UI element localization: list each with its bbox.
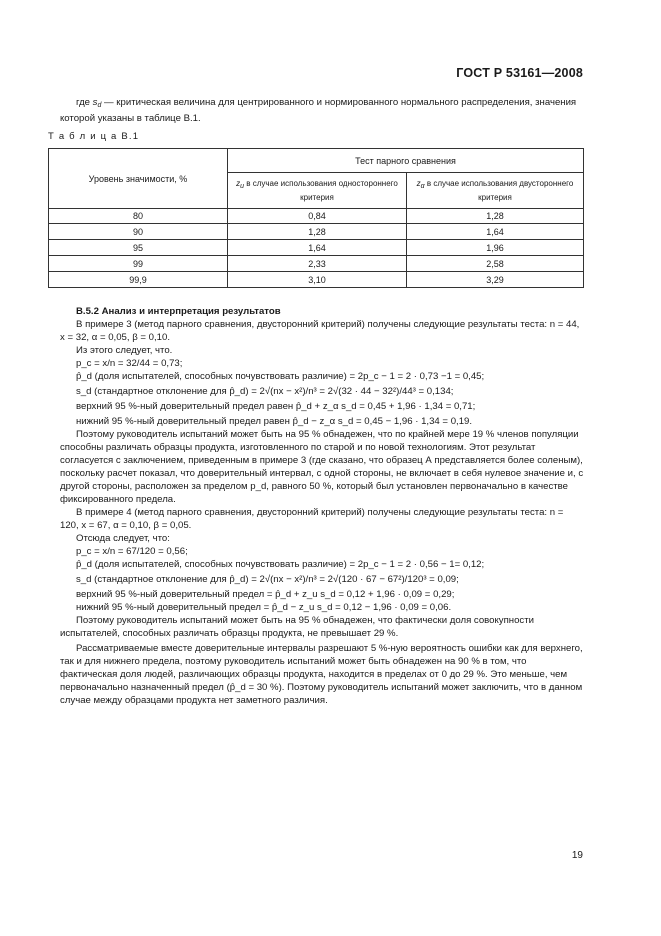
cell-two: 3,29 xyxy=(407,272,584,288)
header-group: Тест парного сравнения xyxy=(228,149,584,173)
ex4-conclusion: Поэтому руководитель испытаний может быть на 95 % обнадежен, что фактически доля совокупности испытателей, способных различать образцы продукта, не превышает 29 %. xyxy=(60,615,534,639)
cell-two: 2,58 xyxy=(407,256,584,272)
ex3-upper: верхний 95 %-ный доверительный предел равен p̂_d + z_α s_d = 0,45 + 1,96 · 1,34 = 0,71; xyxy=(76,401,476,412)
ex4-sd: s_d (стандартное отклонение для p̂_d) = 2√(nx − x²)/n³ = 2√(120 · 67 − 67²)/120³ = 0,09; xyxy=(76,574,459,585)
table-row xyxy=(49,256,584,272)
section-title: В.5.2 Анализ и интерпретация результатов xyxy=(76,306,281,317)
table-caption: Т а б л и ц а В.1 xyxy=(48,131,140,142)
ex4-lower: нижний 95 %-ный доверительный предел = p̂_d − z_u s_d = 0,12 − 1,96 · 0,09 = 0,06. xyxy=(76,602,452,613)
critical-values-table xyxy=(48,148,584,288)
ex4-intro: В примере 4 (метод парного сравнения, двусторонний критерий) получены следующие результаты теста: n = 120, x = 67, α = 0,10, β = 0,05. xyxy=(60,507,564,531)
header-level: Уровень значимости, % xyxy=(49,149,228,209)
ex3-pd: p̂_d (доля испытателей, способных почувствовать различие) = 2p_c − 1 = 2 · 0,73 −1 = 0,45; xyxy=(76,371,485,382)
table-row xyxy=(49,224,584,240)
intro-paragraph xyxy=(60,96,584,125)
intro-subscript: d xyxy=(97,102,102,109)
ex3-pc: p_c = x/n = 32/44 = 0,73; xyxy=(76,358,183,369)
cell-one: 1,64 xyxy=(228,240,407,256)
document-id: ГОСТ Р 53161—2008 xyxy=(456,66,583,80)
header-one-sided: zu в случае использования одностороннего критерия xyxy=(228,173,407,209)
cell-one: 1,28 xyxy=(228,224,407,240)
ex3-lower: нижний 95 %-ный доверительный предел равен p̂_d − z_α s_d = 0,45 − 1,96 · 1,34 = 0,19. xyxy=(76,416,473,427)
cell-level: 99 xyxy=(49,256,228,272)
ex3-conclusion: Поэтому руководитель испытаний может быть на 95 % обнадежен, что по крайней мере 19 % членов популяции способны различать образцы продукта, изготовленного по старой и по новой технологиям. Этот результат согласуется с заключением, приведенным в примере 3 (где сказано, что образец А представляется более соленым), поскольку расчет показал, что доверительный интервал, с одной стороны, не включает в себя нулевое значение и, с другой стороны, расположен за пределом p_d, равного 50 %, который был установлен первоначально в качестве фиксированного предела. xyxy=(60,429,584,505)
ex3-from: Из этого следует, что. xyxy=(76,345,173,356)
intro-text-b: — критическая величина для центрированного и нормированного нормального распределения, значения которой указаны в таблице В.1. xyxy=(60,97,577,124)
header-two-sided: zα в случае использования двустороннего критерия xyxy=(407,173,584,209)
final-paragraph: Рассматриваемые вместе доверительные интервалы разрешают 5 %-ную вероятность ошибки как для верхнего, так и для нижнего предела, поэтому руководитель испытаний может быть обнадежен на 90 % в том, что фактическая доля людей, различающих образцы продукта, находится в пределах от 0 до 29 %. Это меньше, чем первоначально назначенный предел (p̂_d = 30 %). Поэтому руководитель испытаний может заключить, что в данном случае между образцами продукта нет заметного различия. xyxy=(60,643,583,706)
intro-symbol: s xyxy=(92,97,98,108)
ex3-sd: s_d (стандартное отклонение для p̂_d) = 2√(nx − x²)/n³ = 2√(32 · 44 − 32²)/44³ = 0,134; xyxy=(76,386,454,397)
ex3-intro: В примере 3 (метод парного сравнения, двусторонний критерий) получены следующие результаты теста: n = 44, x = 32, α = 0,05, β = 0,10. xyxy=(60,319,580,343)
cell-two: 1,28 xyxy=(407,209,584,224)
cell-level: 90 xyxy=(49,224,228,240)
ex4-pc: p_c = x/n = 67/120 = 0,56; xyxy=(76,546,188,557)
cell-one: 2,33 xyxy=(228,256,407,272)
ex4-upper: верхний 95 %-ный доверительный предел = p̂_d + z_u s_d = 0,12 + 1,96 · 0,09 = 0,29; xyxy=(76,589,455,600)
cell-one: 0,84 xyxy=(228,209,407,224)
cell-two: 1,96 xyxy=(407,240,584,256)
table-row xyxy=(49,209,584,224)
cell-level: 99,9 xyxy=(49,272,228,288)
cell-level: 95 xyxy=(49,240,228,256)
ex4-pd: p̂_d (доля испытателей, способных почувствовать различие) = 2p_c − 1 = 2 · 0,56 − 1= 0,12; xyxy=(76,559,485,570)
table-row xyxy=(49,272,584,288)
section-body xyxy=(60,305,584,707)
intro-text-a: где xyxy=(76,97,93,108)
page-number: 19 xyxy=(571,850,583,861)
cell-one: 3,10 xyxy=(228,272,407,288)
cell-two: 1,64 xyxy=(407,224,584,240)
ex4-from: Отсюда следует, что: xyxy=(76,533,170,544)
table-row xyxy=(49,240,584,256)
cell-level: 80 xyxy=(49,209,228,224)
